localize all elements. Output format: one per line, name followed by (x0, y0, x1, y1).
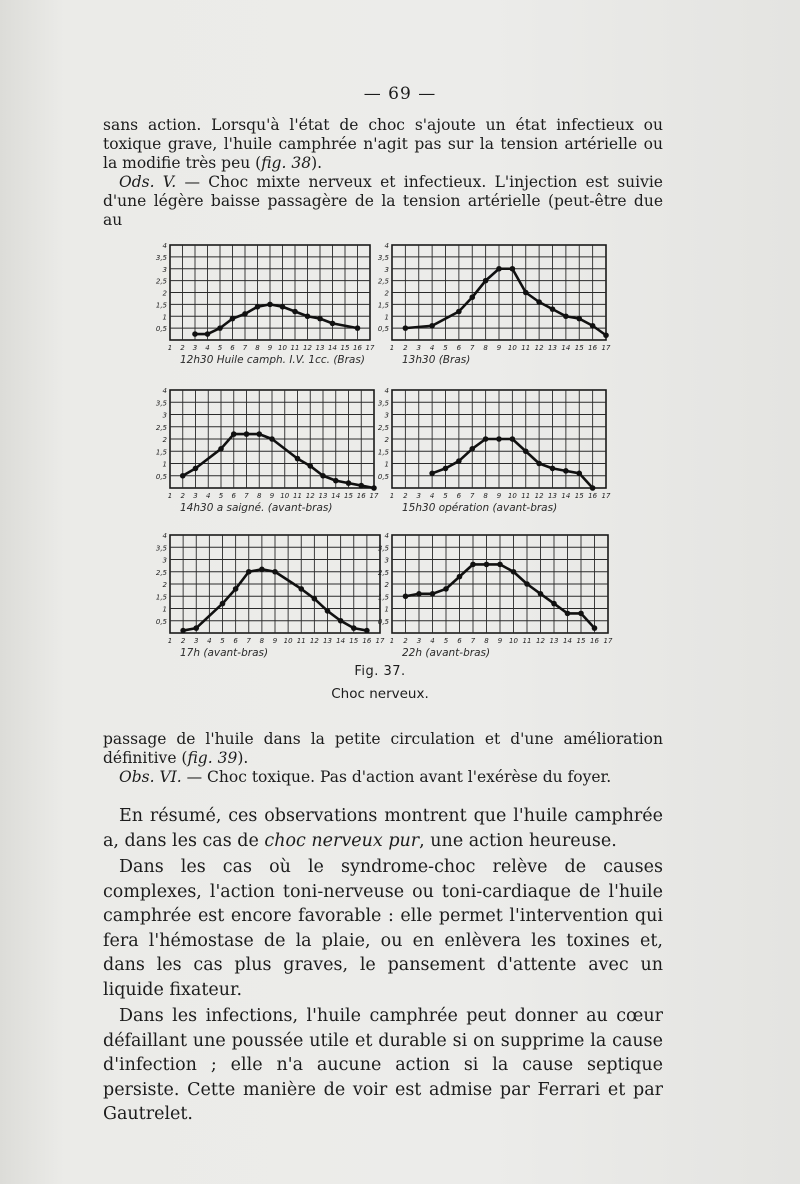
data-point (180, 473, 186, 479)
x-tick-label: 15 (574, 492, 584, 500)
chart-caption: 13h30 (Bras) (402, 354, 471, 366)
observation-label: Ods. V. (119, 173, 177, 191)
y-tick-label: 1 (384, 313, 389, 322)
x-tick-label: 17 (369, 492, 379, 500)
chart-caption: 22h (avant-bras) (402, 647, 491, 659)
x-tick-label: 13 (548, 344, 557, 352)
observation-5: Ods. V. — Choc mixte nerveux et infectieux. L'injection est suivie d'une légère baisse passagère de la tension artérielle (peut-être due au (103, 173, 663, 229)
x-tick-label: 4 (206, 492, 211, 500)
x-tick-label: 11 (293, 492, 302, 500)
x-tick-label: 12 (534, 492, 544, 500)
data-point (483, 278, 489, 284)
x-tick-label: 13 (318, 492, 328, 500)
x-tick-label: 6 (456, 492, 462, 500)
data-point (231, 431, 237, 437)
data-point (469, 446, 475, 452)
x-tick-label: 10 (278, 344, 287, 352)
summary-paragraph-1: En résumé, ces observations montrent que l'huile camphrée a, dans les cas de choc nerveux pur, une action heureuse. (103, 806, 663, 851)
chart-frame (392, 245, 606, 340)
x-tick-label: 7 (470, 344, 475, 352)
x-tick-label: 11 (522, 637, 532, 645)
x-tick-label: 15 (340, 344, 350, 352)
series-line (183, 569, 367, 630)
data-point (317, 316, 323, 322)
x-tick-label: 8 (483, 344, 488, 352)
y-tick-label: 1,5 (377, 448, 389, 457)
data-point (510, 436, 516, 442)
x-tick-label: 15 (574, 344, 584, 352)
figure-reference: fig. 38 (261, 154, 312, 172)
data-point (256, 431, 262, 437)
data-point (233, 586, 239, 592)
x-tick-label: 17 (601, 344, 611, 352)
chart-caption: 17h (avant-bras) (180, 647, 269, 659)
x-tick-label: 14 (563, 637, 572, 645)
data-point (590, 485, 596, 491)
y-tick-label: 2,5 (155, 568, 167, 577)
y-tick-label: 2 (162, 289, 167, 298)
y-tick-label: 3 (162, 265, 167, 274)
y-tick-label: 3,5 (155, 399, 167, 408)
x-tick-label: 10 (509, 637, 518, 645)
data-point (298, 586, 304, 592)
data-point (351, 625, 357, 631)
x-tick-label: 12 (536, 637, 545, 645)
data-point (371, 485, 377, 491)
data-point (523, 290, 529, 296)
x-tick-label: 4 (207, 637, 212, 645)
y-tick-label: 0,5 (155, 617, 167, 626)
data-point (576, 316, 582, 322)
y-tick-label: 2,5 (377, 568, 389, 577)
x-tick-label: 17 (603, 637, 613, 645)
data-point (305, 313, 311, 319)
chart-frame (170, 535, 380, 633)
x-tick-label: 12 (534, 344, 544, 352)
x-tick-label: 6 (233, 637, 238, 645)
data-point (457, 574, 463, 580)
data-point (218, 446, 224, 452)
data-point (403, 593, 409, 599)
x-tick-label: 2 (403, 492, 408, 500)
x-tick-label: 12 (303, 344, 312, 352)
x-tick-label: 2 (403, 344, 408, 352)
data-point (364, 628, 370, 634)
x-tick-label: 14 (561, 492, 571, 500)
y-tick-label: 3 (162, 556, 167, 565)
data-point (550, 466, 556, 472)
text-block-top (103, 116, 663, 230)
data-point (497, 562, 503, 568)
x-tick-label: 1 (167, 637, 173, 645)
chart-frame (392, 535, 608, 633)
y-tick-label: 1,5 (377, 301, 389, 310)
chart-frame (392, 390, 606, 488)
x-tick-label: 4 (429, 492, 435, 500)
x-tick-label: 3 (416, 637, 422, 645)
summary-paragraph-3: Dans les infections, l'huile camphrée peut donner au cœur défaillant une poussée utile et durable si on supprime la cause d'infection ; elle n'a aucune action si la cause septique persiste. Cette manière de voir est admise par Ferrari et par Gautrelet. (103, 1006, 663, 1124)
figure-reference: fig. 39 (187, 749, 238, 767)
y-tick-label: 2,5 (155, 423, 167, 432)
x-tick-label: 8 (259, 637, 265, 645)
x-tick-label: 1 (167, 344, 173, 352)
x-tick-label: 11 (521, 344, 531, 352)
data-point (429, 323, 435, 329)
observation-6: Obs. VI. — Choc toxique. Pas d'action avant l'exérèse du foyer. (119, 768, 612, 786)
x-tick-label: 5 (217, 344, 223, 352)
data-point (255, 304, 261, 310)
y-tick-label: 1 (162, 460, 167, 469)
x-tick-label: 16 (362, 637, 372, 645)
x-tick-label: 10 (507, 344, 517, 352)
x-tick-label: 2 (180, 492, 185, 500)
y-tick-label: 3,5 (377, 544, 389, 553)
y-tick-label: 3 (384, 265, 389, 274)
data-point (483, 436, 489, 442)
y-tick-label: 4 (384, 532, 389, 540)
x-tick-label: 16 (590, 637, 599, 645)
x-tick-label: 7 (470, 637, 476, 645)
y-tick-label: 3,5 (377, 399, 389, 408)
x-tick-label: 16 (588, 344, 598, 352)
figure-label: Fig. 37. (354, 664, 406, 679)
chart-caption: 14h30 a saigné. (avant-bras) (180, 502, 333, 514)
series-line (405, 269, 606, 336)
x-tick-label: 9 (272, 637, 278, 645)
data-point (496, 436, 502, 442)
y-tick-label: 2 (384, 436, 389, 444)
data-point (429, 471, 435, 477)
data-point (193, 466, 199, 472)
x-tick-label: 5 (218, 492, 224, 500)
observation-label: Obs. VI. (119, 768, 182, 786)
y-tick-label: 0,5 (377, 617, 389, 626)
y-tick-label: 2 (384, 289, 389, 298)
data-point (456, 458, 462, 464)
x-tick-label: 9 (267, 344, 273, 352)
data-point (590, 323, 596, 329)
y-tick-label: 4 (162, 387, 167, 395)
data-point (205, 331, 211, 337)
y-tick-label: 1,5 (155, 448, 167, 457)
y-tick-label: 1 (384, 460, 389, 469)
emphasis-choc-nerveux: choc nerveux pur (264, 830, 420, 851)
data-point (470, 562, 476, 568)
data-point (511, 569, 517, 575)
y-tick-label: 1,5 (377, 593, 389, 602)
data-point (307, 463, 313, 469)
x-tick-label: 6 (456, 344, 462, 352)
x-tick-label: 1 (389, 637, 395, 645)
data-point (403, 325, 409, 331)
data-point (443, 466, 449, 472)
x-tick-label: 9 (496, 492, 502, 500)
data-point (496, 266, 502, 272)
y-tick-label: 0,5 (155, 325, 167, 334)
x-tick-label: 14 (331, 492, 341, 500)
x-tick-label: 10 (280, 492, 290, 500)
x-tick-label: 12 (305, 492, 315, 500)
data-point (246, 569, 252, 575)
x-tick-label: 3 (416, 344, 421, 352)
y-tick-label: 3,5 (155, 253, 167, 262)
y-tick-label: 3,5 (155, 544, 167, 553)
x-tick-label: 11 (521, 492, 531, 500)
y-tick-label: 1 (162, 313, 167, 322)
chart-frame (170, 245, 370, 340)
data-point (269, 436, 275, 442)
y-tick-label: 4 (162, 242, 167, 250)
x-tick-label: 2 (180, 344, 185, 352)
y-tick-label: 3 (162, 411, 167, 420)
chart-caption: 12h30 Huile camph. I.V. 1cc. (Bras) (180, 354, 365, 366)
y-tick-label: 2 (162, 436, 167, 444)
data-point (193, 625, 199, 631)
y-tick-label: 1,5 (155, 593, 167, 602)
text-block-middle (103, 730, 663, 787)
x-tick-label: 6 (230, 344, 235, 352)
paragraph-sans-action: sans action. Lorsqu'à l'état de choc s'ajoute un état infectieux ou toxique grave, l'huile camphrée n'agit pas sur la tension artérielle ou la modifie très peu (fig. 38). (103, 116, 663, 172)
x-tick-label: 2 (180, 637, 186, 645)
data-point (484, 562, 490, 568)
x-tick-label: 6 (231, 492, 236, 500)
data-point (430, 591, 436, 597)
data-point (565, 611, 571, 617)
data-point (244, 431, 250, 437)
x-tick-label: 10 (283, 637, 293, 645)
x-tick-label: 11 (290, 344, 300, 352)
x-tick-label: 13 (549, 637, 559, 645)
data-point (550, 306, 556, 312)
x-tick-label: 3 (193, 492, 198, 500)
data-point (358, 483, 364, 489)
data-point (346, 480, 352, 486)
data-point (536, 299, 542, 305)
data-point (280, 304, 286, 310)
x-tick-label: 4 (430, 637, 435, 645)
data-point (523, 448, 529, 454)
data-point (469, 294, 475, 300)
chart-caption: 15h30 opération (avant-bras) (402, 502, 558, 514)
figure-title: Choc nerveux. (331, 686, 429, 702)
x-tick-label: 13 (548, 492, 557, 500)
x-tick-label: 8 (257, 492, 262, 500)
data-point (592, 625, 598, 631)
x-tick-label: 1 (389, 492, 395, 500)
y-tick-label: 1 (384, 605, 389, 614)
x-tick-label: 12 (309, 637, 319, 645)
page-number: — 69 — (363, 84, 437, 104)
data-point (576, 471, 582, 477)
data-point (180, 628, 186, 634)
data-point (295, 456, 301, 462)
data-point (538, 591, 544, 597)
data-point (192, 331, 198, 337)
data-point (338, 618, 344, 624)
y-tick-label: 3 (384, 411, 389, 420)
data-point (242, 311, 248, 317)
data-point (355, 325, 361, 331)
data-point (259, 567, 265, 573)
data-point (267, 302, 273, 308)
summary-paragraph-2: Dans les cas où le syndrome-choc relève de causes complexes, l'action toni-nerveuse ou toni-cardiaque de l'huile camphrée est encore favorable : elle permet l'intervention qui fera l'hémostase de la plaie, ou en enlèvera les toxines et, dans les cas plus graves, le pansement d'attente avec un liquide fixateur. (103, 857, 663, 1000)
x-tick-label: 11 (296, 637, 306, 645)
y-tick-label: 4 (162, 532, 167, 540)
x-tick-label: 7 (246, 637, 251, 645)
x-tick-label: 13 (323, 637, 332, 645)
x-tick-label: 9 (497, 637, 503, 645)
x-tick-label: 4 (429, 344, 435, 352)
x-tick-label: 5 (443, 344, 448, 352)
y-tick-label: 2 (384, 581, 389, 589)
x-tick-label: 15 (344, 492, 353, 500)
x-tick-label: 15 (576, 637, 586, 645)
x-tick-label: 14 (328, 344, 337, 352)
series-line (183, 434, 374, 488)
series-line (432, 439, 593, 488)
x-tick-label: 10 (507, 492, 517, 500)
y-tick-label: 4 (384, 387, 389, 395)
data-point (217, 325, 223, 331)
x-tick-label: 17 (601, 492, 611, 500)
data-point (272, 569, 278, 575)
data-point (563, 313, 569, 319)
x-tick-label: 8 (483, 492, 488, 500)
series-line (195, 304, 358, 334)
y-tick-label: 2,5 (155, 277, 167, 286)
x-tick-label: 4 (205, 344, 210, 352)
x-tick-label: 15 (349, 637, 359, 645)
text-block-summary (103, 804, 663, 1129)
x-tick-label: 8 (255, 344, 260, 352)
data-point (292, 309, 298, 315)
y-tick-label: 0,5 (377, 472, 389, 481)
y-tick-label: 0,5 (377, 325, 389, 334)
series-line (406, 564, 595, 628)
y-tick-label: 2 (162, 581, 167, 589)
y-tick-label: 1 (162, 605, 167, 614)
data-point (603, 332, 609, 338)
data-point (536, 461, 542, 467)
x-tick-label: 14 (561, 344, 571, 352)
x-tick-label: 1 (389, 344, 395, 352)
x-tick-label: 7 (470, 492, 475, 500)
x-tick-label: 16 (588, 492, 598, 500)
data-point (320, 473, 326, 479)
x-tick-label: 3 (416, 492, 421, 500)
data-point (325, 608, 331, 614)
x-tick-label: 17 (375, 637, 385, 645)
x-tick-label: 14 (336, 637, 346, 645)
y-tick-label: 3,5 (377, 253, 389, 262)
y-tick-label: 3 (384, 556, 389, 565)
x-tick-label: 3 (192, 344, 198, 352)
data-point (551, 601, 557, 607)
x-tick-label: 5 (443, 637, 449, 645)
data-point (230, 316, 236, 322)
y-tick-label: 1,5 (155, 301, 167, 310)
data-point (312, 596, 318, 602)
data-point (416, 591, 422, 597)
x-tick-label: 16 (353, 344, 362, 352)
y-tick-label: 4 (384, 242, 389, 250)
data-point (524, 581, 530, 587)
y-tick-label: 0,5 (155, 472, 167, 481)
data-point (578, 611, 584, 617)
x-tick-label: 8 (484, 637, 489, 645)
data-point (510, 266, 516, 272)
chart-frame (170, 390, 374, 488)
x-tick-label: 2 (403, 637, 408, 645)
x-tick-label: 9 (496, 344, 502, 352)
x-tick-label: 16 (356, 492, 366, 500)
data-point (330, 321, 336, 327)
x-tick-label: 7 (242, 344, 248, 352)
data-point (443, 586, 449, 592)
x-tick-label: 17 (365, 344, 375, 352)
data-point (333, 478, 339, 484)
x-tick-label: 5 (220, 637, 225, 645)
x-tick-label: 9 (269, 492, 275, 500)
x-tick-label: 13 (315, 344, 325, 352)
data-point (563, 468, 569, 474)
x-tick-label: 7 (244, 492, 249, 500)
x-tick-label: 6 (457, 637, 462, 645)
y-tick-label: 2,5 (377, 423, 389, 432)
x-tick-label: 1 (167, 492, 173, 500)
x-tick-label: 3 (194, 637, 199, 645)
data-point (220, 601, 226, 607)
x-tick-label: 5 (443, 492, 448, 500)
data-point (456, 309, 462, 315)
paragraph-passage: passage de l'huile dans la petite circulation et d'une amélioration définitive (fig. 39). (103, 730, 663, 767)
y-tick-label: 2,5 (377, 277, 389, 286)
